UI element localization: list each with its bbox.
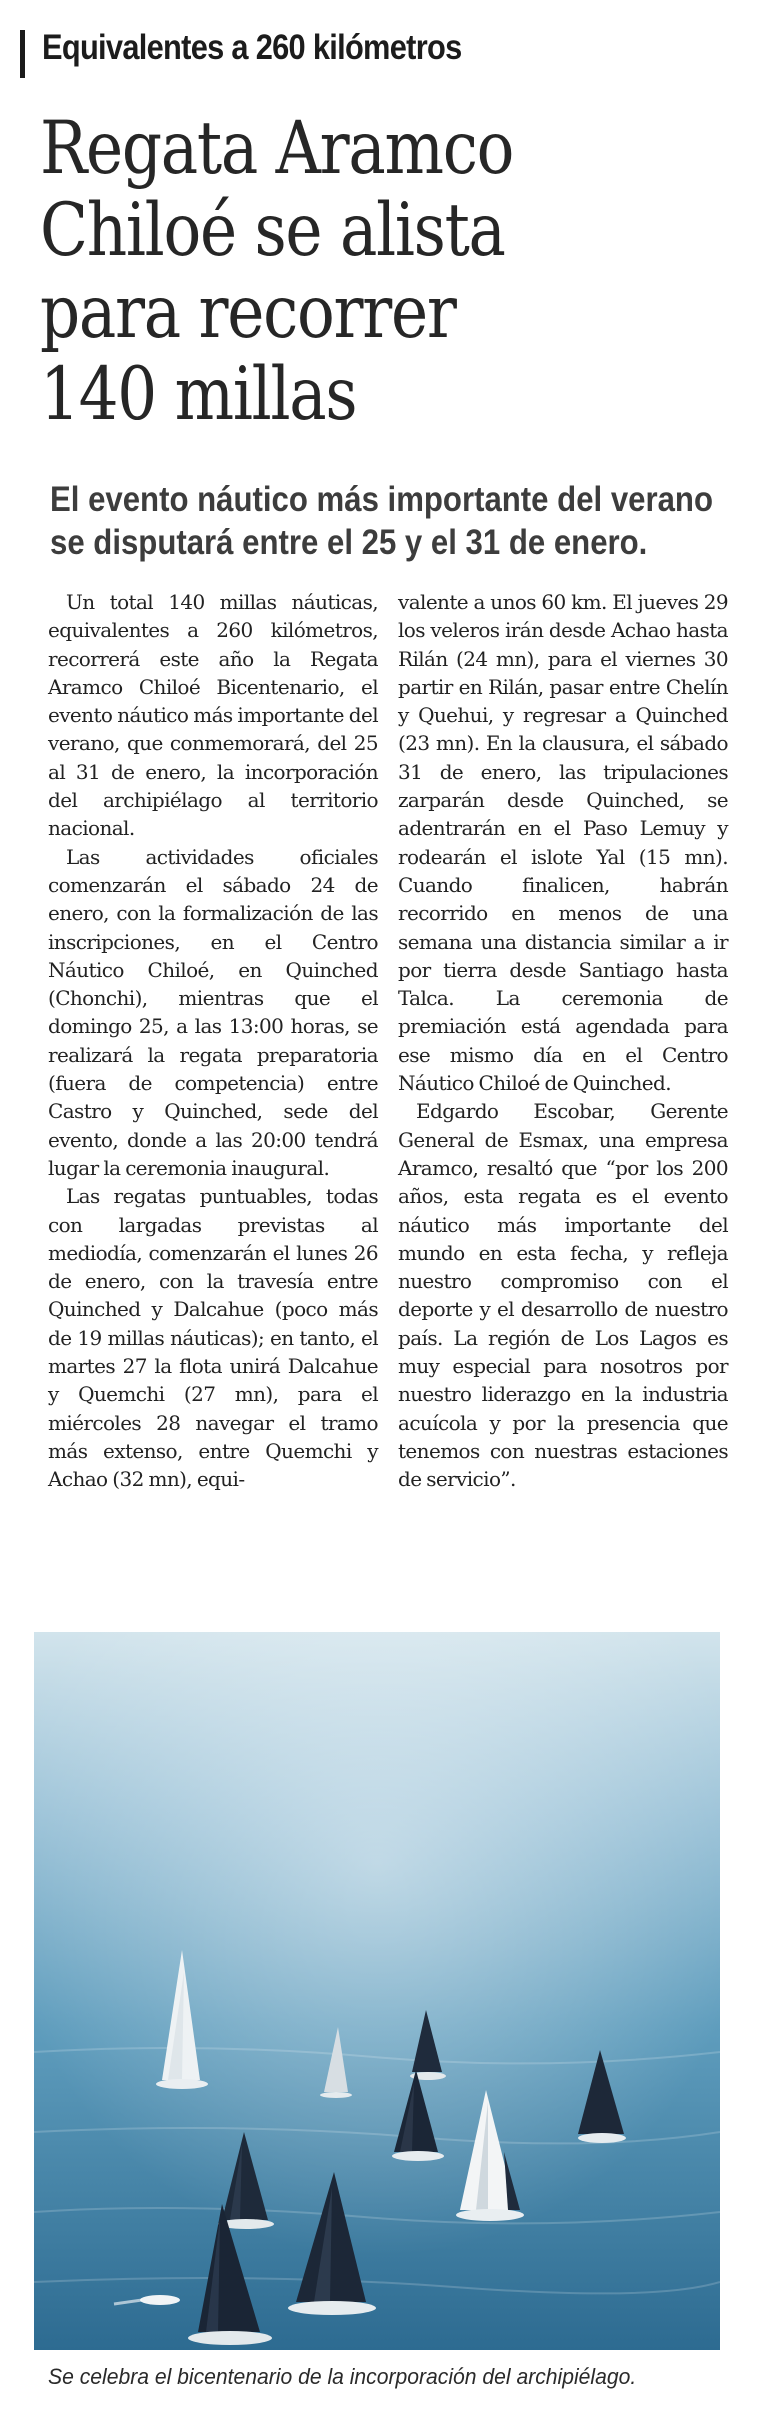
subheadline-line: se disputará entre el 25 y el 31 de enero. [50,523,648,562]
sailboats-illustration [34,1632,720,2350]
headline-line: para recorrer [40,270,456,355]
paragraph: Un total 140 millas náuticas, equivalentes a 260 kilómetros, recorrerá este año la Regata Aramco Chiloé Bicentenario, el evento náutico más importante del verano, que conmemorará, del 25 al 31 de enero, la incorporación del archipiélago al territorio nacional. [48,590,378,841]
kicker-rule [20,30,25,78]
photo-caption: Se celebra el bicentenario de la incorporación del archipiélago. [48,2364,637,2389]
column-left [48,588,378,1618]
headline-line: 140 millas [40,352,357,437]
article-body [48,588,728,1618]
paragraph: Las regatas puntuables, todas con largadas previstas al mediodía, comenzarán el lunes 26 de enero, con la travesía entre Quinched y Dalcahue (poco más de 19 millas náuticas); en tanto, el martes 27 la flota unirá Dalcahue y Quemchi (27 mn), para el miércoles 28 navegar el tramo más extenso, entre Quemchi y Achao (32 mn), equi- [48,1184,378,1492]
kicker: Equivalentes a 260 kilómetros [42,28,462,67]
subheadline-line: El evento náutico más importante del verano [50,480,713,519]
regatta-photo [34,1632,720,2350]
column-right [398,588,728,1618]
headline-line: Regata Aramco [40,106,514,191]
subheadline [50,478,760,564]
headline-line: Chiloé se alista [40,188,505,273]
paragraph: Edgardo Escobar, Gerente General de Esmax, una empresa Aramco, resaltó que “por los 200 años, esta regata es el evento náutico más importante del mundo en esta fecha, y refleja nuestro compromiso con el deporte y el desarrollo de nuestro país. La región de Los Lagos es muy especial para nosotros por nuestro liderazgo en la industria acuícola y por la presencia que tenemos con nuestras estaciones de servicio”. [398,1099,728,1492]
paragraph: Las actividades oficiales comenzarán el sábado 24 de enero, con la formalización de las inscripciones, en el Centro Náutico Chiloé, en Quinched (Chonchi), mientras que el domingo 25, a las 13:00 horas, se realizará la regata preparatoria (fuera de competencia) entre Castro y Quinched, sede del evento, donde a las 20:00 tendrá lugar la ceremonia inaugural. [48,844,378,1180]
paragraph: valente a unos 60 km. El jueves 29 los veleros irán desde Achao hasta Rilán (24 mn), para el viernes 30 partir en Rilán, pasar entre Chelín y Quehui, y regresar a Quinched (23 mn). En la clausura, el sábado 31 de enero, las tripulaciones zarparán desde Quinched, se adentrarán en el Paso Lemuy y rodearán el islote Yal (15 mn). Cuando finalicen, habrán recorrido en menos de una semana una distancia similar a ir por tierra desde Santiago hasta Talca. La ceremonia de premiación está agendada para ese mismo día en el Centro Náutico Chiloé de Quinched. [398,590,728,1096]
headline [40,108,760,436]
